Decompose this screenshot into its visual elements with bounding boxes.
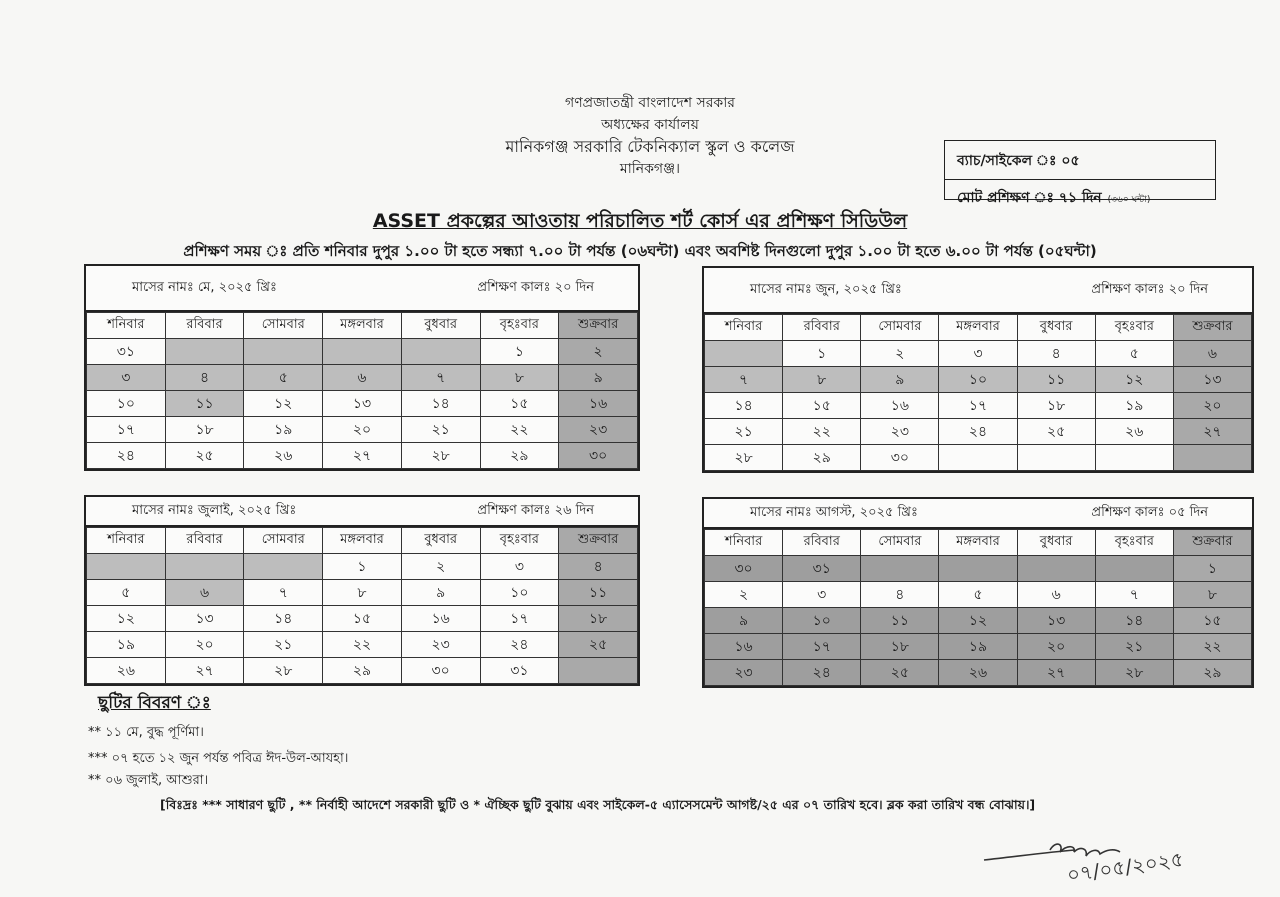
month-calendar-may <box>84 264 640 471</box>
weekday-header: সোমবার <box>861 315 939 341</box>
day-cell: ১২ <box>1095 367 1173 393</box>
day-cell: ৪ <box>165 365 244 391</box>
schedule-title: ASSET প্রকল্পের আওতায় পরিচালিত শর্ট কোর্স এর প্রশিক্ষণ সিডিউল <box>372 210 908 232</box>
footnote: [বিঃদ্রঃ *** সাধারণ ছুটি , ** নির্বাহী আদেশে সরকারী ছুটি ও * ঐচ্ছিক ছুটি বুঝায় এবং সাইকেল-৫ এ্যাসেসমেন্ট আগষ্ট/২৫ এর ০৭ তারিখ হবে। ব্লক করা তারিখ বন্ধ বোঝায়।] <box>160 797 1036 812</box>
month-name: মাসের নামঃ জুন, ২০২৫ খ্রিঃ <box>750 281 902 297</box>
day-cell: ৮ <box>783 367 861 393</box>
batch-cycle: ব্যাচ/সাইকেল ঃ ০৫ <box>957 153 1080 169</box>
calendar-table <box>704 529 1252 686</box>
day-cell: ২৫ <box>861 660 939 686</box>
day-cell <box>939 445 1017 471</box>
day-cell: ৬ <box>1173 341 1251 367</box>
day-cell <box>705 341 783 367</box>
day-cell: ২৬ <box>939 660 1017 686</box>
training-period: প্রশিক্ষণ কালঃ ২৬ দিন <box>477 502 594 518</box>
day-cell: ১৮ <box>861 634 939 660</box>
day-cell: ২৮ <box>705 445 783 471</box>
day-cell: ৭ <box>244 580 323 606</box>
day-cell: ১১ <box>861 608 939 634</box>
day-cell: ২৮ <box>244 658 323 684</box>
weekday-header: শনিবার <box>87 528 166 554</box>
day-cell: ২৮ <box>1095 660 1173 686</box>
weekday-header: শনিবার <box>705 315 783 341</box>
weekday-header: শুক্রবার <box>559 313 638 339</box>
day-cell <box>165 554 244 580</box>
day-cell <box>939 556 1017 582</box>
day-cell: ১১ <box>559 580 638 606</box>
week-row <box>705 419 1252 445</box>
day-cell: ২৩ <box>559 417 638 443</box>
day-cell: ২৩ <box>861 419 939 445</box>
day-cell: ২৭ <box>165 658 244 684</box>
day-cell: ১৩ <box>165 606 244 632</box>
training-time: প্রশিক্ষণ সময় ঃ প্রতি শনিবার দুপুর ১.০০ টা হতে সন্ধ্যা ৭.০০ টা পর্যন্ত (০৬ঘন্টা) এবং অবশিষ্ট দিনগুলো দুপুর ১.০০ টা হতে ৬.০০ টা পর্যন্ত (০৫ঘন্টা) <box>183 242 1097 260</box>
day-cell <box>244 339 323 365</box>
day-cell: ১৬ <box>861 393 939 419</box>
day-cell: ১৮ <box>1017 393 1095 419</box>
day-cell: ৩ <box>939 341 1017 367</box>
day-cell: ৮ <box>323 580 402 606</box>
weekday-header: বুধবার <box>401 528 480 554</box>
day-cell <box>244 554 323 580</box>
week-row <box>705 445 1252 471</box>
day-cell: ৩১ <box>783 556 861 582</box>
day-cell: ১৯ <box>87 632 166 658</box>
day-cell: ১৯ <box>939 634 1017 660</box>
week-row <box>87 554 638 580</box>
day-cell: ২১ <box>401 417 480 443</box>
day-cell: ১ <box>1173 556 1251 582</box>
day-cell: ৪ <box>1017 341 1095 367</box>
day-cell: ৩০ <box>861 445 939 471</box>
weekday-header: মঙ্গলবার <box>323 313 402 339</box>
day-cell: ৭ <box>1095 582 1173 608</box>
day-cell: ১৩ <box>323 391 402 417</box>
day-cell: ২০ <box>165 632 244 658</box>
day-cell: ১৪ <box>1095 608 1173 634</box>
day-cell: ২৭ <box>1173 419 1251 445</box>
day-cell: ২৯ <box>1173 660 1251 686</box>
training-period: প্রশিক্ষণ কালঃ ২০ দিন <box>1091 281 1208 297</box>
day-cell: ১২ <box>244 391 323 417</box>
training-period: প্রশিক্ষণ কালঃ ২০ দিন <box>477 279 594 295</box>
day-cell: ১৫ <box>1173 608 1251 634</box>
day-cell: ১৮ <box>165 417 244 443</box>
signature-date: ০৭/০৫/২০২৫ <box>1065 846 1186 887</box>
month-calendar-august <box>702 497 1254 688</box>
week-row <box>705 393 1252 419</box>
day-cell: ৩ <box>87 365 166 391</box>
day-cell: ২৪ <box>783 660 861 686</box>
day-cell: ১০ <box>939 367 1017 393</box>
day-cell: ২৫ <box>165 443 244 469</box>
day-cell: ১০ <box>87 391 166 417</box>
day-cell: ৯ <box>401 580 480 606</box>
day-cell: ২৫ <box>559 632 638 658</box>
day-cell: ২৩ <box>705 660 783 686</box>
day-cell: ২৪ <box>480 632 559 658</box>
weekday-header: বুধবার <box>1017 315 1095 341</box>
day-cell: ১৫ <box>480 391 559 417</box>
day-cell: ১৯ <box>1095 393 1173 419</box>
day-cell <box>165 339 244 365</box>
training-period: প্রশিক্ষণ কালঃ ০৫ দিন <box>1091 504 1208 520</box>
day-cell: ৬ <box>1017 582 1095 608</box>
day-cell: ৩০ <box>705 556 783 582</box>
week-row <box>87 365 638 391</box>
day-cell: ৩১ <box>87 339 166 365</box>
day-cell: ৩১ <box>480 658 559 684</box>
day-cell <box>861 556 939 582</box>
day-cell <box>87 554 166 580</box>
weekday-header: রবিবার <box>783 315 861 341</box>
header-district: মানিকগঞ্জ। <box>619 161 681 177</box>
weekday-header: মঙ্গলবার <box>939 530 1017 556</box>
day-cell: ৪ <box>861 582 939 608</box>
weekday-header: শনিবার <box>705 530 783 556</box>
day-cell: ১২ <box>87 606 166 632</box>
day-cell: ১৮ <box>559 606 638 632</box>
day-cell: ২৪ <box>87 443 166 469</box>
weekday-header: সোমবার <box>244 313 323 339</box>
header-line-1: গণপ্রজাতন্ত্রী বাংলাদেশ সরকার <box>565 95 735 111</box>
day-cell: ৫ <box>87 580 166 606</box>
day-cell: ২২ <box>783 419 861 445</box>
week-row <box>705 608 1252 634</box>
month-name: মাসের নামঃ মে, ২০২৫ খ্রিঃ <box>132 279 277 295</box>
day-cell: ২ <box>861 341 939 367</box>
day-cell <box>1173 445 1251 471</box>
day-cell: ৭ <box>401 365 480 391</box>
day-cell: ১৪ <box>705 393 783 419</box>
header-institution: মানিকগঞ্জ সরকারি টেকনিক্যাল স্কুল ও কলেজ <box>505 137 795 156</box>
day-cell: ৮ <box>1173 582 1251 608</box>
day-cell <box>1017 445 1095 471</box>
day-cell: ১০ <box>480 580 559 606</box>
weekday-header: বুধবার <box>401 313 480 339</box>
weekday-header: বুধবার <box>1017 530 1095 556</box>
day-cell <box>1095 445 1173 471</box>
day-cell: ১৬ <box>705 634 783 660</box>
day-cell: ১ <box>323 554 402 580</box>
day-cell: ৩ <box>783 582 861 608</box>
calendar-table <box>86 312 638 469</box>
day-cell <box>1095 556 1173 582</box>
day-cell: ৭ <box>705 367 783 393</box>
day-cell: ২৮ <box>401 443 480 469</box>
day-cell: ১৪ <box>244 606 323 632</box>
week-row <box>87 658 638 684</box>
week-row <box>705 556 1252 582</box>
day-cell: ১৭ <box>480 606 559 632</box>
weekday-header: সোমবার <box>244 528 323 554</box>
week-row <box>87 339 638 365</box>
day-cell: ২৪ <box>939 419 1017 445</box>
day-cell: ২১ <box>1095 634 1173 660</box>
day-cell: ৯ <box>559 365 638 391</box>
day-cell: ৫ <box>1095 341 1173 367</box>
day-cell: ১৭ <box>783 634 861 660</box>
weekday-header: বৃহঃবার <box>480 313 559 339</box>
day-cell: ২৬ <box>1095 419 1173 445</box>
day-cell: ১২ <box>939 608 1017 634</box>
week-row <box>87 391 638 417</box>
weekday-header: বৃহঃবার <box>480 528 559 554</box>
day-cell: ২০ <box>323 417 402 443</box>
month-name: মাসের নামঃ জুলাই, ২০২৫ খ্রিঃ <box>132 502 297 518</box>
batch-total: মোট প্রশিক্ষণ ঃ ৭১ দিন <box>957 190 1102 206</box>
day-cell <box>323 339 402 365</box>
day-cell: ২০ <box>1173 393 1251 419</box>
day-cell <box>1017 556 1095 582</box>
day-cell: ১০ <box>783 608 861 634</box>
holiday-item: *** ০৭ হতে ১২ জুন পর্যন্ত পবিত্র ঈদ-উল-আযহা। <box>88 751 349 766</box>
weekday-header: বৃহঃবার <box>1095 315 1173 341</box>
day-cell: ২৭ <box>1017 660 1095 686</box>
day-cell: ৫ <box>939 582 1017 608</box>
batch-hours: (৩৬০ ঘন্টা) <box>1107 195 1151 205</box>
holiday-item: ** ০৬ জুলাই, আশুরা। <box>88 773 209 788</box>
day-cell: ২১ <box>244 632 323 658</box>
day-cell: ১৭ <box>87 417 166 443</box>
weekday-header: শুক্রবার <box>1173 530 1251 556</box>
week-row <box>705 582 1252 608</box>
weekday-header: মঙ্গলবার <box>939 315 1017 341</box>
weekday-header: মঙ্গলবার <box>323 528 402 554</box>
day-cell: ১৩ <box>1173 367 1251 393</box>
day-cell: ১১ <box>1017 367 1095 393</box>
day-cell: ১ <box>783 341 861 367</box>
day-cell: ২৬ <box>87 658 166 684</box>
weekday-header: রবিবার <box>783 530 861 556</box>
day-cell: ৫ <box>244 365 323 391</box>
week-row <box>705 634 1252 660</box>
week-row <box>705 660 1252 686</box>
weekday-header: শনিবার <box>87 313 166 339</box>
calendar-table <box>704 314 1252 471</box>
header-line-2: অধ্যক্ষের কার্যালয় <box>601 117 699 133</box>
weekday-header: শুক্রবার <box>1173 315 1251 341</box>
month-calendar-june <box>702 266 1254 473</box>
weekday-header: বৃহঃবার <box>1095 530 1173 556</box>
day-cell: ২৬ <box>244 443 323 469</box>
day-cell: ১১ <box>165 391 244 417</box>
day-cell: ২৭ <box>323 443 402 469</box>
day-cell: ২৯ <box>783 445 861 471</box>
week-row <box>705 341 1252 367</box>
day-cell: ১৫ <box>783 393 861 419</box>
day-cell: ২ <box>401 554 480 580</box>
week-row <box>87 580 638 606</box>
weekday-header: রবিবার <box>165 313 244 339</box>
handwritten-signature <box>980 830 1210 890</box>
batch-info-box <box>944 140 1216 206</box>
day-cell: ১৬ <box>559 391 638 417</box>
day-cell: ১৬ <box>401 606 480 632</box>
holiday-title: ছুটির বিবরণ ঃ <box>98 693 211 713</box>
calendar-table <box>86 527 638 684</box>
day-cell: ৩০ <box>401 658 480 684</box>
day-cell: ১ <box>480 339 559 365</box>
day-cell: ১৯ <box>244 417 323 443</box>
week-row <box>87 606 638 632</box>
day-cell <box>401 339 480 365</box>
day-cell: ২২ <box>1173 634 1251 660</box>
week-row <box>705 367 1252 393</box>
weekday-header: রবিবার <box>165 528 244 554</box>
day-cell: ৩০ <box>559 443 638 469</box>
day-cell: ৩ <box>480 554 559 580</box>
batch-total-training <box>945 179 1215 210</box>
day-cell: ২৫ <box>1017 419 1095 445</box>
day-cell: ৯ <box>705 608 783 634</box>
day-cell: ২১ <box>705 419 783 445</box>
weekday-header: শুক্রবার <box>559 528 638 554</box>
day-cell <box>559 658 638 684</box>
day-cell: ১৭ <box>939 393 1017 419</box>
day-cell: ১৩ <box>1017 608 1095 634</box>
day-cell: ১৪ <box>401 391 480 417</box>
day-cell: ২২ <box>480 417 559 443</box>
day-cell: ২ <box>559 339 638 365</box>
week-row <box>87 417 638 443</box>
day-cell: ৯ <box>861 367 939 393</box>
month-calendar-july <box>84 495 640 686</box>
month-name: মাসের নামঃ আগস্ট, ২০২৫ খ্রিঃ <box>750 504 918 520</box>
day-cell: ২৩ <box>401 632 480 658</box>
day-cell: ৬ <box>323 365 402 391</box>
weekday-header: সোমবার <box>861 530 939 556</box>
week-row <box>87 443 638 469</box>
week-row <box>87 632 638 658</box>
day-cell: ৮ <box>480 365 559 391</box>
day-cell: ২ <box>705 582 783 608</box>
office-header <box>380 92 920 180</box>
holiday-item: ** ১১ মে, বুদ্ধ পূর্ণিমা। <box>88 725 204 740</box>
day-cell: ২০ <box>1017 634 1095 660</box>
day-cell: ২৯ <box>480 443 559 469</box>
day-cell: ২৯ <box>323 658 402 684</box>
day-cell: ৪ <box>559 554 638 580</box>
day-cell: ৬ <box>165 580 244 606</box>
day-cell: ২২ <box>323 632 402 658</box>
day-cell: ১৫ <box>323 606 402 632</box>
